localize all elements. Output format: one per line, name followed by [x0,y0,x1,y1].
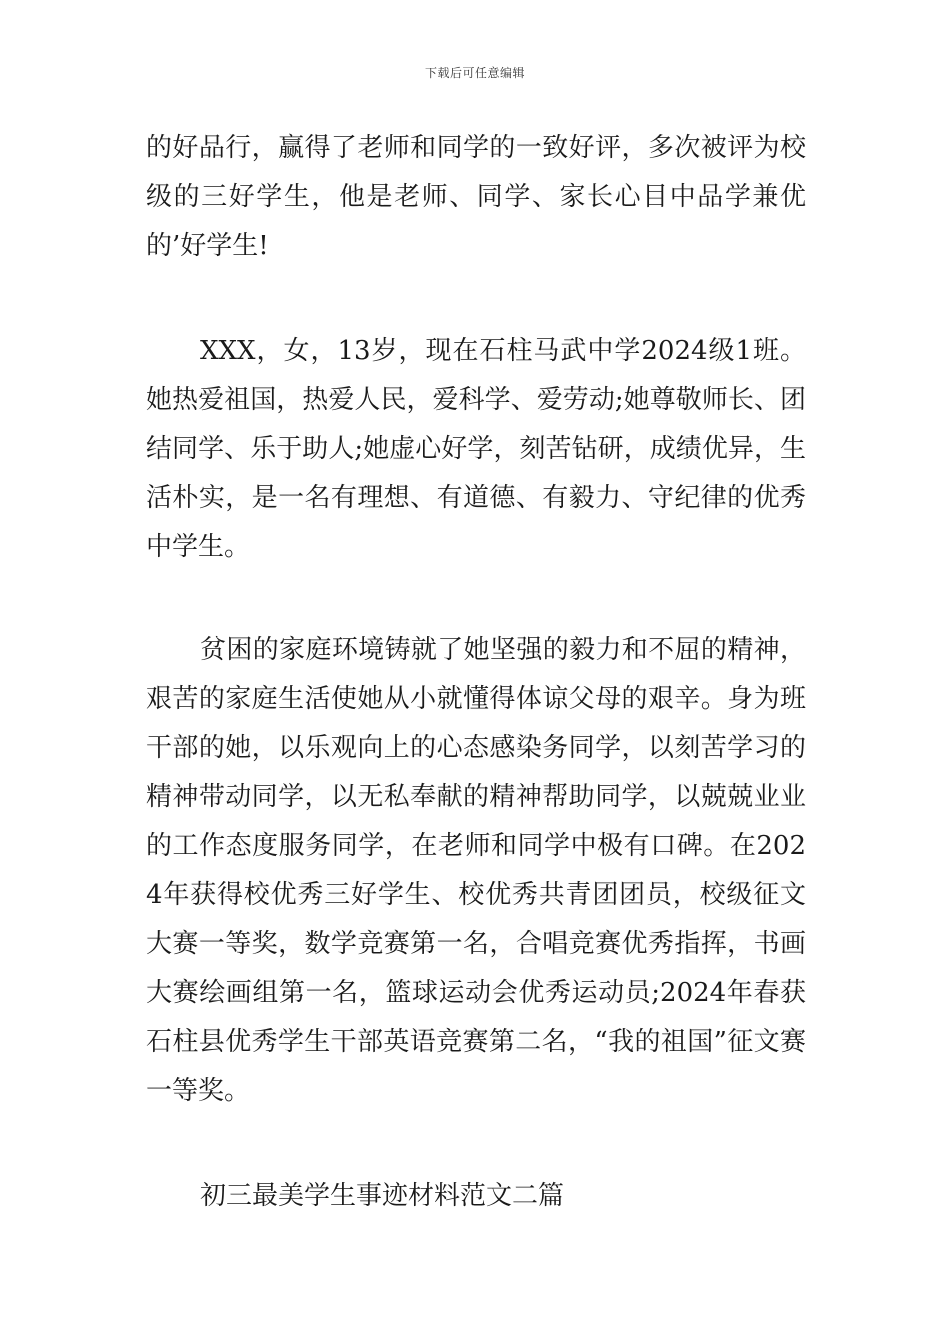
section-heading: 初三最美学生事迹材料范文二篇 [200,1181,565,1211]
page-header: 下载后可任意编辑 [424,66,525,80]
paragraph-2: XXX，女，13岁，现在石柱马武中学2024级1班。她热爱祖国，热爱人民，爱科学、爱劳动;她尊敬师长、团结同学、乐于助人;她虚心好学，刻苦钻研，成绩优异，生活朴实，是一名有理想、有道德、有毅力、守纪律的优秀中学生。 [146,336,806,562]
paragraph-1: 的好品行，赢得了老师和同学的一致好评，多次被评为校级的三好学生，他是老师、同学、家长心目中品学兼优的’好学生! [146,133,806,261]
paragraph-3: 贫困的家庭环境铸就了她坚强的毅力和不屈的精神，艰苦的家庭生活使她从小就懂得体谅父母的艰辛。身为班干部的她，以乐观向上的心态感染务同学，以刻苦学习的精神带动同学，以无私奉献的精神帮助同学，以兢兢业业的工作态度服务同学，在老师和同学中极有口碑。在2024年获得校优秀三好学生、校优秀共青团团员，校级征文大赛一等奖，数学竞赛第一名，合唱竞赛优秀指挥，书画大赛绘画组第一名，篮球运动会优秀运动员;2024年春获石柱县优秀学生干部英语竞赛第二名，“我的祖国”征文赛一等奖。 [146,635,806,1106]
